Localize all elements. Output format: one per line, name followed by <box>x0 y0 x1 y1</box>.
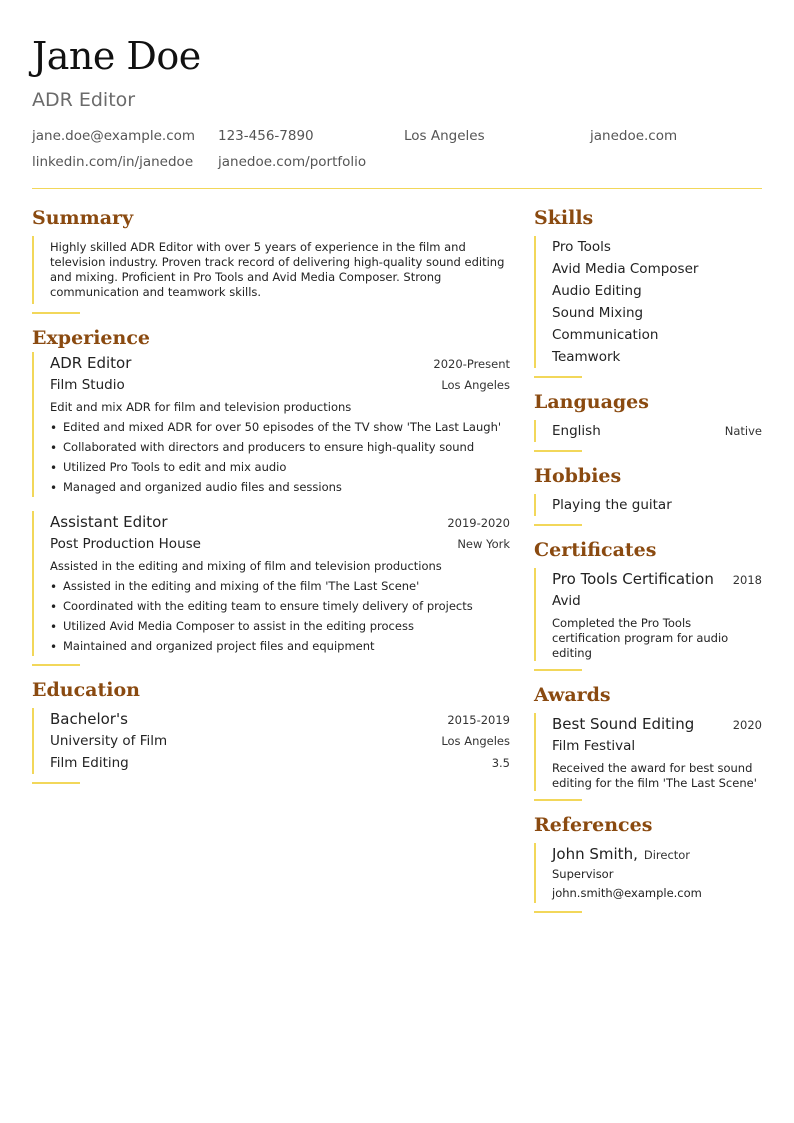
job-bullet: • Utilized Avid Media Composer to assist in the editing process <box>50 616 510 636</box>
contact-email[interactable]: jane.doe@example.com <box>32 128 196 144</box>
contact-portfolio[interactable]: janedoe.com/portfolio <box>218 154 367 170</box>
language-level: Native <box>724 424 762 438</box>
job-company: Film Studio <box>50 377 125 393</box>
side-column <box>534 204 762 923</box>
section-underline <box>534 911 582 913</box>
awards-section <box>534 681 762 801</box>
skill-item: Teamwork <box>552 349 621 365</box>
reference-relation: Supervisor <box>552 867 614 881</box>
skills-list <box>534 236 762 368</box>
field-of-study: Film Editing <box>50 755 129 771</box>
hobbies-list <box>534 494 762 516</box>
skill-item: Sound Mixing <box>552 305 644 321</box>
languages-heading: Languages <box>534 391 649 413</box>
job-location: Los Angeles <box>441 378 510 392</box>
contact-phone[interactable]: 123-456-7890 <box>218 128 314 144</box>
contact-location: Los Angeles <box>404 128 485 144</box>
job-bullets <box>50 417 510 497</box>
job-bullet: • Maintained and organized project files and equipment <box>50 636 510 656</box>
contact-website[interactable]: janedoe.com <box>590 128 678 144</box>
hobbies-section <box>534 462 762 526</box>
certificates-section <box>534 536 762 671</box>
job-bullet: • Edited and mixed ADR for over 50 episodes of the TV show 'The Last Laugh' <box>50 417 510 437</box>
main-column <box>32 204 510 794</box>
job-description: Assisted in the editing and mixing of film and television productions <box>50 559 442 573</box>
job-title: Assistant Editor <box>50 513 168 531</box>
award-name: Best Sound Editing <box>552 715 695 733</box>
job-dates: 2020-Present <box>433 357 510 371</box>
hobby-item: Playing the guitar <box>552 497 672 513</box>
references-heading: References <box>534 814 653 836</box>
job-company: Post Production House <box>50 536 201 552</box>
job-bullets <box>50 576 510 656</box>
job-dates: 2019-2020 <box>447 516 510 530</box>
certificate-year: 2018 <box>732 573 762 587</box>
school-location: Los Angeles <box>441 734 510 748</box>
job-bullet: • Utilized Pro Tools to edit and mix audio <box>50 457 510 477</box>
job-entry <box>32 352 510 497</box>
education-dates: 2015-2019 <box>447 713 510 727</box>
job-bullet: • Managed and organized audio files and sessions <box>50 477 510 497</box>
skill-item: Communication <box>552 327 659 343</box>
languages-section <box>534 388 762 452</box>
certificate-description: Completed the Pro Tools certification program for audio editing <box>552 616 729 660</box>
language-name: English <box>552 423 601 439</box>
summary-section <box>32 204 510 314</box>
job-entry <box>32 511 510 656</box>
job-description: Edit and mix ADR for film and television productions <box>50 400 352 414</box>
awards-heading: Awards <box>534 684 611 706</box>
award-description: Received the award for best sound editing for the film 'The Last Scene' <box>552 761 757 790</box>
job-bullet: • Assisted in the editing and mixing of the film 'The Last Scene' <box>50 576 510 596</box>
job-title: ADR Editor <box>50 354 132 372</box>
skill-item: Pro Tools <box>552 239 611 255</box>
job-bullet: • Collaborated with directors and producers to ensure high-quality sound <box>50 437 510 457</box>
skill-item: Audio Editing <box>552 283 642 299</box>
certificate-issuer: Avid <box>552 593 581 609</box>
reference-name: John Smith, <box>552 845 638 863</box>
skills-heading: Skills <box>534 207 594 229</box>
award-year: 2020 <box>732 718 762 732</box>
summary-heading: Summary <box>32 207 134 229</box>
job-location: New York <box>457 537 510 551</box>
summary-text: Highly skilled ADR Editor with over 5 years of experience in the film and television industry. Proven track record of delivering high-quality sound editing and mixing. Proficient in Pro Tools and Avid Media Composer. Strong communication and teamwork skills. <box>50 240 505 299</box>
section-underline <box>32 782 80 784</box>
job-bullet: • Coordinated with the editing team to ensure timely delivery of projects <box>50 596 510 616</box>
education-heading: Education <box>32 679 140 701</box>
education-section <box>32 676 510 784</box>
award-issuer: Film Festival <box>552 738 636 754</box>
certificate-name: Pro Tools Certification <box>552 570 714 588</box>
language-item <box>552 420 762 442</box>
school-name: University of Film <box>50 733 168 749</box>
header-divider <box>32 188 762 189</box>
hobbies-heading: Hobbies <box>534 465 622 487</box>
reference-entry <box>534 843 762 903</box>
certificate-entry <box>534 568 762 661</box>
section-underline <box>534 669 582 671</box>
experience-heading: Experience <box>32 327 150 349</box>
reference-email[interactable]: john.smith@example.com <box>552 886 702 900</box>
gpa: 3.5 <box>491 756 510 770</box>
section-underline <box>534 799 582 801</box>
references-section <box>534 811 762 913</box>
contact-info <box>32 127 776 171</box>
skill-item: Avid Media Composer <box>552 261 699 277</box>
certificates-heading: Certificates <box>534 539 657 561</box>
section-underline <box>534 450 582 452</box>
section-underline <box>534 524 582 526</box>
education-entry <box>32 708 510 774</box>
skills-section <box>534 204 762 378</box>
contact-linkedin[interactable]: linkedin.com/in/janedoe <box>32 154 194 170</box>
section-underline <box>534 376 582 378</box>
section-underline <box>32 664 80 666</box>
section-underline <box>32 312 80 314</box>
candidate-name: Jane Doe <box>32 34 201 78</box>
experience-section <box>32 324 510 666</box>
reference-role: Director <box>643 848 691 862</box>
languages-list <box>534 420 762 442</box>
degree: Bachelor's <box>50 710 128 728</box>
award-entry <box>534 713 762 791</box>
candidate-title: ADR Editor <box>32 89 136 111</box>
